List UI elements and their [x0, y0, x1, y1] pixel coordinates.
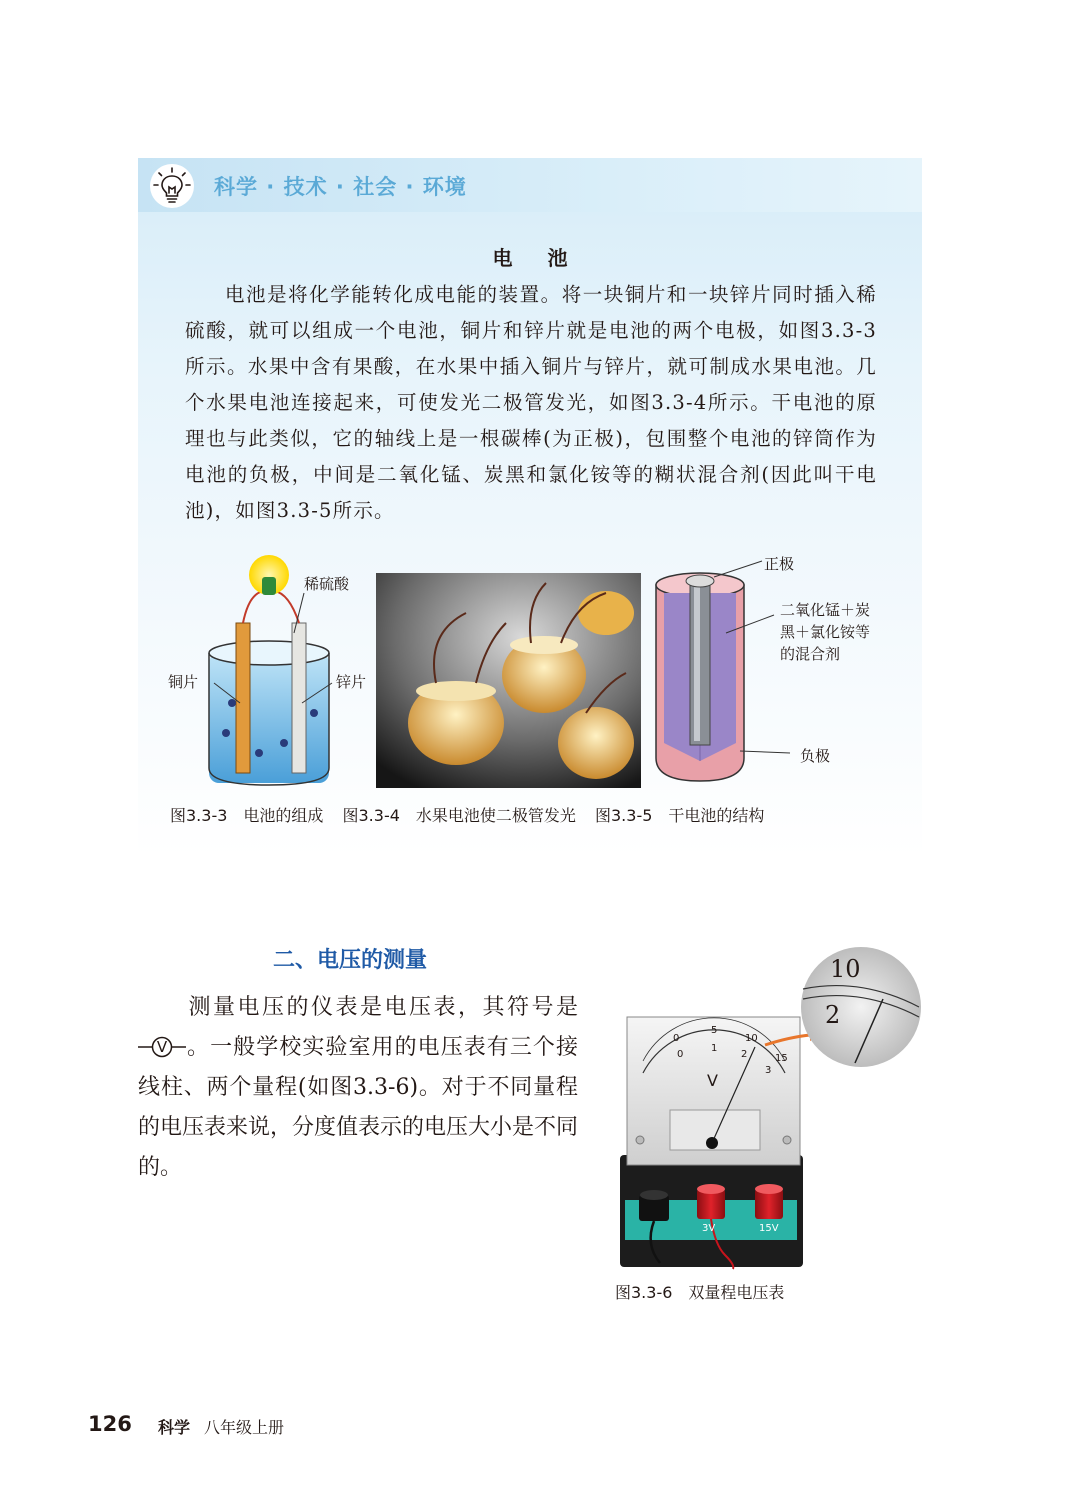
- figure-3-3-5: [644, 553, 904, 793]
- dial-letter: V: [707, 1071, 718, 1090]
- magnified-label-top: 10: [830, 955, 861, 983]
- voltmeter-photo: [615, 945, 925, 1270]
- label-mixture-1: 二氧化锰＋炭: [780, 601, 871, 619]
- box-header-title: 科学 · 技术 · 社会 · 环境: [214, 175, 467, 199]
- label-zinc: 锌片: [336, 673, 367, 691]
- terminal-3v-label: 3V: [702, 1223, 716, 1234]
- scale-top-0: 0: [673, 1033, 680, 1044]
- scale-bottom-3: 3: [765, 1065, 772, 1076]
- section-body: [138, 988, 578, 1188]
- body-text-part2: 。一般学校实验室用的电压表有三个接线柱、两个量程(如图3.3-6)。对于不同量程的电压表来说，分度值表示的电压大小是不同的。: [138, 1035, 579, 1180]
- page-number: 126: [88, 1412, 132, 1436]
- book-title: 科学: [158, 1418, 191, 1437]
- scale-top-15: 15: [775, 1053, 788, 1064]
- figure-captions: [170, 803, 778, 826]
- voltmeter-symbol-letter: V: [156, 1038, 168, 1056]
- magnified-label-bottom: 2: [825, 1001, 841, 1029]
- box-header: [138, 158, 922, 212]
- scale-bottom-1: 1: [711, 1043, 718, 1054]
- caption-3-3-3: 图3.3-3 电池的组成: [170, 806, 324, 825]
- fruit-battery-photo: [376, 573, 641, 788]
- figure-3-3-3: [164, 553, 374, 793]
- figure-3-3-6: [615, 945, 925, 1270]
- label-positive: 正极: [764, 555, 795, 573]
- footer-book-title: [158, 1415, 284, 1438]
- dry-cell-illustration: [644, 553, 904, 793]
- section-title: 二、电压的测量: [273, 948, 428, 973]
- lightbulb-icon: [150, 164, 194, 208]
- scale-bottom-2: 2: [741, 1049, 748, 1060]
- caption-3-3-6: 图3.3-6 双量程电压表: [615, 1283, 785, 1302]
- battery-paragraph: 电池是将化学能转化成电能的装置。将一块铜片和一块锌片同时插入稀硫酸，就可以组成一个电池，铜片和锌片就是电池的两个电极，如图3.3-3所示。水果中含有果酸，在水果中插入铜片与锌片，就可制成水果电池。几个水果电池连接起来，可使发光二极管发光，如图3.3-4所示。干电池的原理也与此类似，它的轴线上是一根碳棒(为正极)，包围整个电池的锌筒作为电池的负极，中间是二氧化锰、炭黑和氯化铵等的糊状混合剂(因此叫干电池)，如图3.3-5所示。: [185, 283, 877, 522]
- book-grade: 八年级上册: [204, 1418, 285, 1437]
- caption-3-3-5: 图3.3-5 干电池的结构: [595, 806, 765, 825]
- figure-3-3-4: [376, 573, 641, 788]
- scale-bottom-0: 0: [677, 1049, 684, 1060]
- figure-row: [164, 553, 904, 793]
- terminal-15v-label: 15V: [759, 1223, 779, 1234]
- caption-3-3-4: 图3.3-4 水果电池使二极管发光: [342, 806, 576, 825]
- label-negative: 负极: [800, 747, 831, 765]
- scale-top-10: 10: [745, 1033, 758, 1044]
- label-copper: 铜片: [168, 673, 199, 691]
- label-acid: 稀硫酸: [304, 575, 350, 593]
- voltmeter-symbol: [138, 1035, 186, 1057]
- label-mixture-3: 的混合剂: [780, 645, 841, 663]
- body-text-part1: 测量电压的仪表是电压表，其符号是: [186, 995, 578, 1020]
- scale-top-5: 5: [711, 1025, 718, 1036]
- battery-title: 电 池: [492, 246, 582, 270]
- label-mixture-2: 黑＋氯化铵等: [780, 623, 871, 641]
- science-technology-box: [138, 158, 922, 858]
